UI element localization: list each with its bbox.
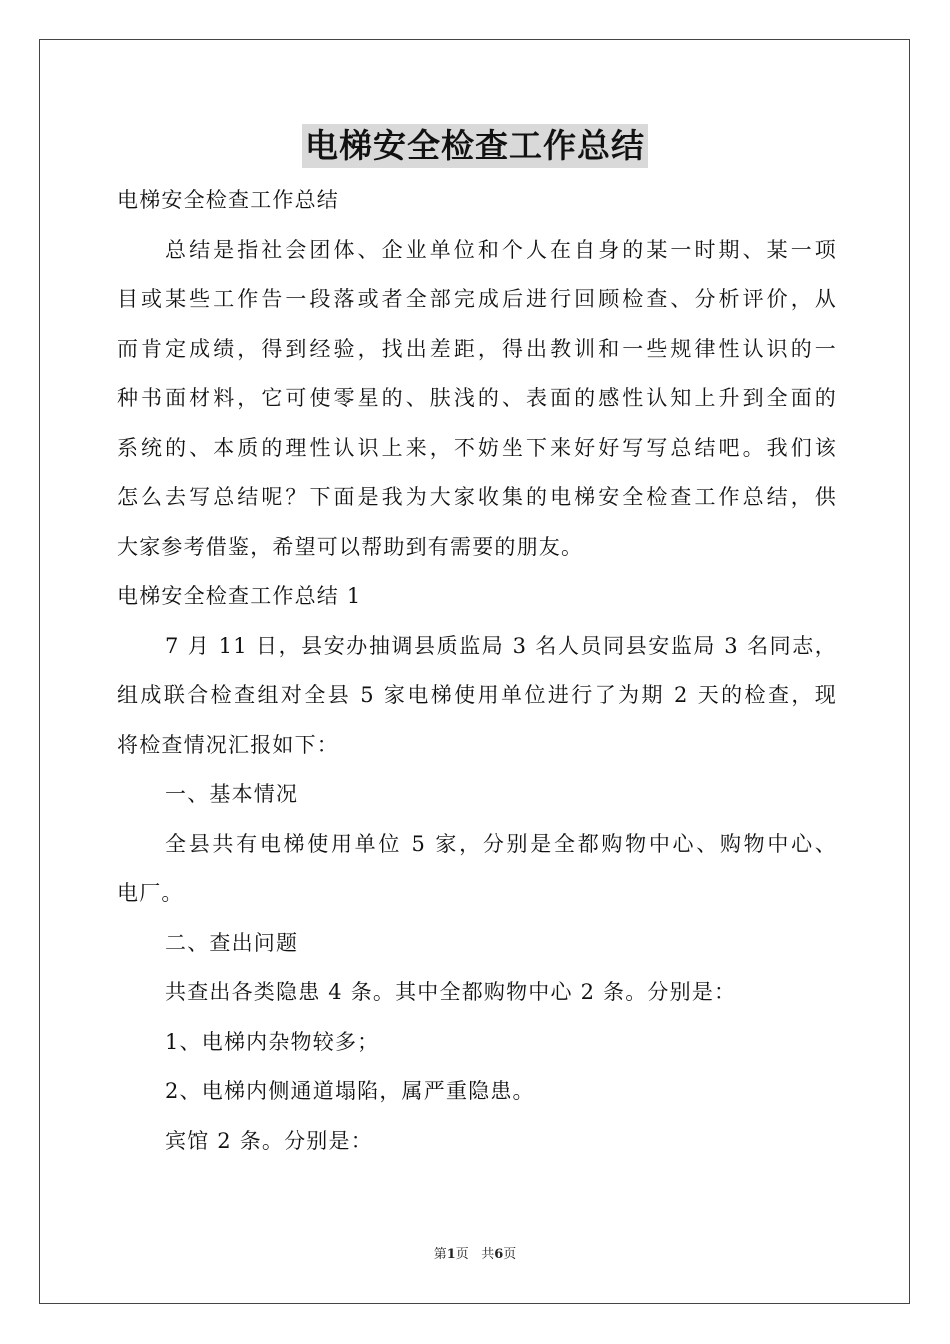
current-page-number: 1: [446, 1247, 456, 1262]
total-pages-number: 6: [494, 1247, 504, 1262]
list-item: 1、电梯内杂物较多；: [165, 1029, 380, 1054]
text-line: 总结是指社会团体、企业单位和个人在自身的某一时期、某一项: [165, 237, 837, 262]
footer-prefix: 第: [433, 1247, 447, 1262]
list-item: 2、电梯内侧通道塌陷，属严重隐患。: [165, 1079, 535, 1103]
document-title: 电梯安全检查工作总结: [302, 124, 648, 168]
text-line: 宾馆 2 条。分别是：: [165, 1128, 373, 1153]
text-line: 将检查情况汇报如下：: [117, 732, 339, 757]
text-line: 目或某些工作告一段落或者全部完成后进行回顾检查、分析评价，从: [117, 287, 837, 311]
text-line: 系统的、本质的理性认识上来，不妨坐下来好好写写总结吧。我们该: [117, 435, 837, 460]
footer-total-prefix: 共: [481, 1247, 495, 1262]
section-heading: 电梯安全检查工作总结 1: [117, 584, 362, 608]
title-area: [0, 124, 950, 168]
text-line: 7 月 11 日，县安办抽调县质监局 3 名人员同县安监局 3 名同志，: [165, 633, 837, 658]
document-body: [117, 176, 837, 1166]
text-line: 种书面材料，它可使零星的、肤浅的、表面的感性认知上升到全面的: [117, 386, 837, 410]
text-line: 组成联合检查组对全县 5 家电梯使用单位进行了为期 2 天的检查，现: [117, 683, 837, 707]
text-line: 而肯定成绩，得到经验，找出差距，得出教训和一些规律性认识的一: [117, 336, 837, 361]
subheading: 一、基本情况: [165, 782, 299, 806]
text-line: 大家参考借鉴，希望可以帮助到有需要的朋友。: [117, 534, 584, 559]
footer-total-suffix: 页: [503, 1247, 517, 1262]
text-line: 电梯安全检查工作总结: [117, 188, 339, 212]
footer-page-suffix: 页: [455, 1247, 469, 1262]
page-footer: [0, 1246, 950, 1264]
text-line: 电厂。: [117, 881, 184, 905]
text-line: 怎么去写总结呢？下面是我为大家收集的电梯安全检查工作总结，供: [117, 485, 837, 509]
text-line: 共查出各类隐患 4 条。其中全都购物中心 2 条。分别是：: [165, 980, 737, 1004]
text-line: 全县共有电梯使用单位 5 家，分别是全都购物中心、购物中心、: [165, 831, 837, 856]
subheading: 二、查出问题: [165, 930, 299, 955]
